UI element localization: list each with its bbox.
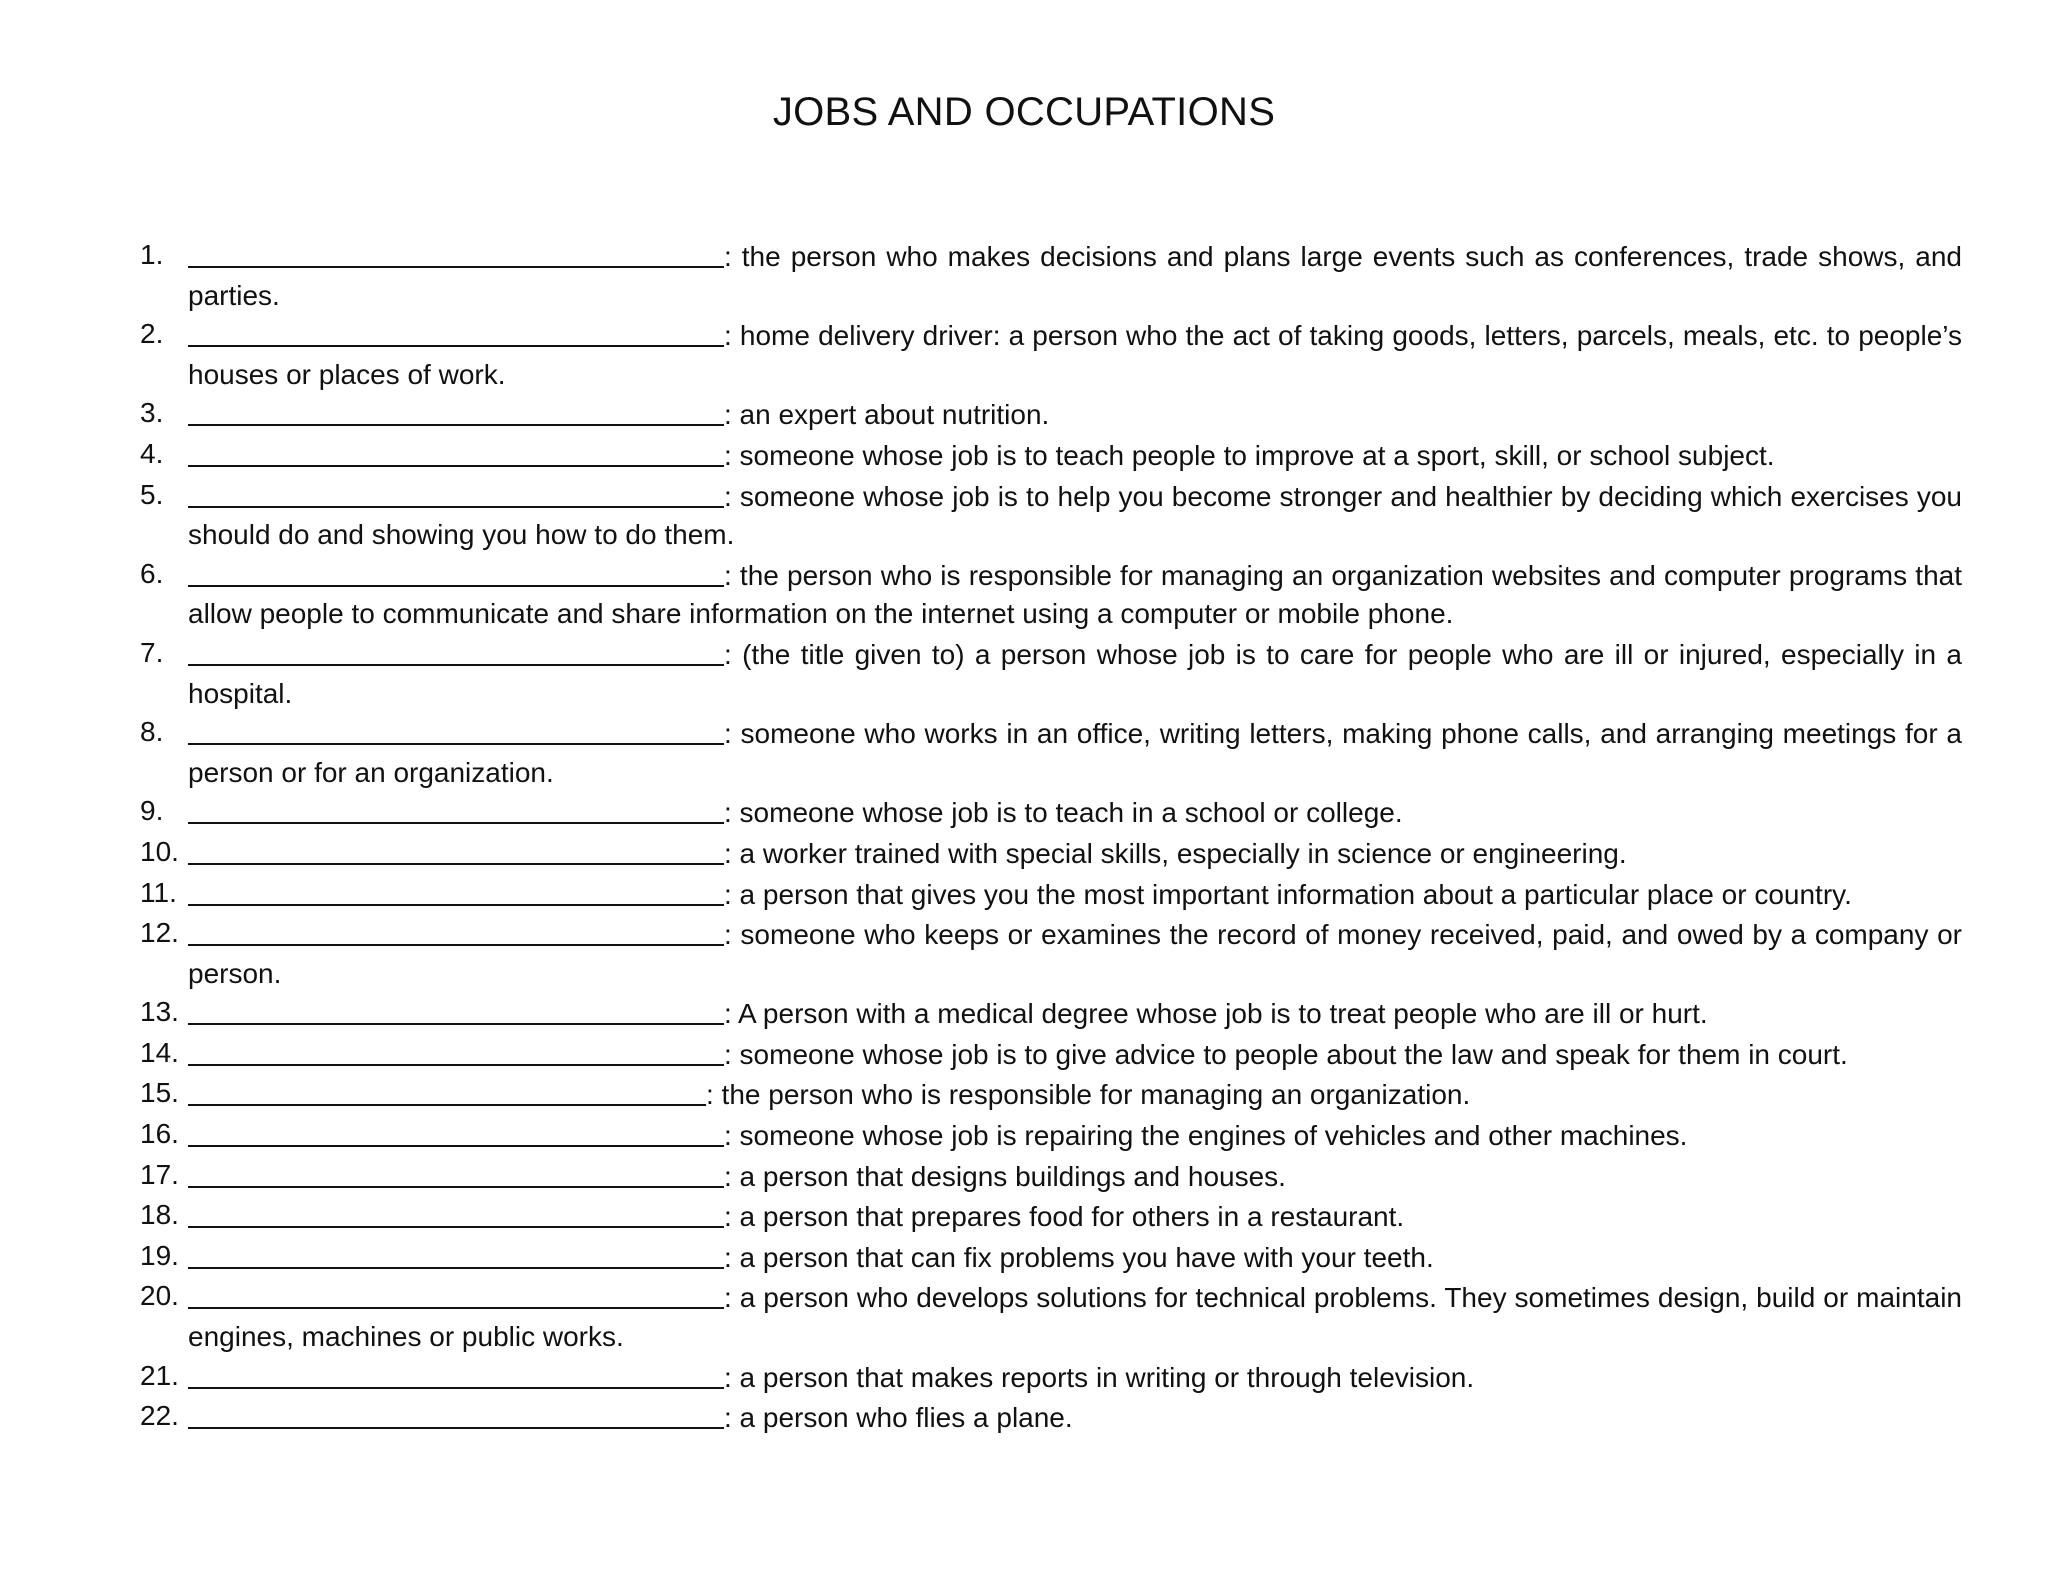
item-definition: : an expert about nutrition. xyxy=(724,399,1050,431)
item-number: 17. xyxy=(140,1158,179,1190)
item-definition: : a worker trained with special skills, especially in science or engineering. xyxy=(724,837,1627,869)
list-item xyxy=(140,1034,1962,1075)
item-definition: : a person that prepares food for others in a restaurant. xyxy=(724,1201,1405,1233)
item-number: 2. xyxy=(140,318,164,350)
answer-blank[interactable] xyxy=(188,1036,724,1066)
answer-blank[interactable] xyxy=(188,478,724,508)
item-number: 10. xyxy=(140,835,179,867)
item-definition: : (the title given to) a person whose job is to care for people who are ill or injured, especially in a hospital. xyxy=(188,638,1962,709)
item-number: 19. xyxy=(140,1239,179,1271)
item-number: 3. xyxy=(140,397,164,429)
item-number: 8. xyxy=(140,716,164,748)
answer-blank[interactable] xyxy=(188,1239,724,1269)
item-number: 21. xyxy=(140,1359,179,1391)
item-definition: : a person that makes reports in writing or through television. xyxy=(724,1361,1475,1393)
answer-blank[interactable] xyxy=(188,636,724,666)
answer-blank[interactable] xyxy=(188,1158,724,1188)
item-number: 13. xyxy=(140,996,179,1028)
item-definition: : home delivery driver: a person who the act of taking goods, letters, parcels, meals, etc. to people’s houses or places of work. xyxy=(188,320,1962,390)
item-number: 11. xyxy=(140,876,177,908)
item-definition: : someone whose job is to give advice to people about the law and speak for them in court. xyxy=(724,1038,1848,1070)
answer-blank[interactable] xyxy=(188,396,724,426)
list-item xyxy=(140,1156,1962,1197)
item-definition: : someone who keeps or examines the record of money received, paid, and owed by a company or person. xyxy=(188,919,1962,989)
item-definition: : someone who works in an office, writing letters, making phone calls, and arranging meetings for a person or for an organization. xyxy=(188,718,1962,788)
item-definition: : a person who develops solutions for technical problems. They sometimes design, build or maintain engines, machines or public works. xyxy=(188,1282,1962,1353)
item-number: 15. xyxy=(140,1077,179,1109)
page-title: JOBS AND OCCUPATIONS xyxy=(772,90,1276,134)
list-item xyxy=(140,1397,1962,1438)
answer-blank[interactable] xyxy=(188,557,724,587)
item-number: 20. xyxy=(140,1280,179,1312)
item-number: 9. xyxy=(140,795,164,827)
item-definition: : a person that designs buildings and houses. xyxy=(724,1160,1286,1192)
answer-blank[interactable] xyxy=(188,995,724,1025)
list-item xyxy=(140,1115,1962,1156)
item-number: 5. xyxy=(140,478,164,510)
answer-blank[interactable] xyxy=(188,1076,706,1106)
answer-blank[interactable] xyxy=(188,916,724,946)
item-definition: : someone whose job is to teach people to improve at a sport, skill, or school subject. xyxy=(724,439,1775,471)
answer-blank[interactable] xyxy=(188,1117,724,1147)
list-item xyxy=(140,1357,1962,1398)
list-item xyxy=(140,435,1962,476)
answer-blank[interactable] xyxy=(188,1279,724,1309)
item-number: 22. xyxy=(140,1400,179,1432)
item-definition: : the person who is responsible for managing an organization. xyxy=(706,1079,1471,1111)
item-number: 16. xyxy=(140,1118,179,1150)
item-definition: : the person who makes decisions and plans large events such as conferences, trade shows, and parties. xyxy=(188,241,1962,311)
answer-blank[interactable] xyxy=(188,794,724,824)
answer-blank[interactable] xyxy=(188,1399,724,1429)
item-number: 1. xyxy=(140,239,164,270)
answer-blank[interactable] xyxy=(188,317,724,347)
list-item xyxy=(140,476,1962,555)
item-definition: : someone whose job is repairing the engines of vehicles and other machines. xyxy=(724,1120,1688,1152)
item-definition: : a person that can fix problems you have with your teeth. xyxy=(724,1241,1434,1273)
item-number: 18. xyxy=(140,1199,179,1231)
list-item xyxy=(140,236,1962,315)
item-number: 6. xyxy=(140,557,164,589)
item-number: 12. xyxy=(140,917,179,949)
list-item xyxy=(140,914,1962,993)
list-item xyxy=(140,1074,1962,1115)
list-item xyxy=(140,394,1962,435)
item-definition: : A person with a medical degree whose job is to treat people who are ill or hurt. xyxy=(724,998,1708,1030)
answer-blank[interactable] xyxy=(188,1359,724,1389)
answer-blank[interactable] xyxy=(188,1198,724,1228)
item-definition: : someone whose job is to help you become stronger and healthier by deciding which exercises you should do and showing you how to do them. xyxy=(188,480,1962,551)
list-item xyxy=(140,1196,1962,1237)
list-item xyxy=(140,1237,1962,1278)
item-number: 14. xyxy=(140,1036,179,1068)
item-definition: : a person who flies a plane. xyxy=(724,1402,1073,1434)
item-definition: : a person that gives you the most important information about a particular place or country. xyxy=(724,878,1852,910)
item-number: 4. xyxy=(140,437,164,469)
item-definition: : someone whose job is to teach in a school or college. xyxy=(724,797,1403,829)
answer-blank[interactable] xyxy=(188,876,724,906)
answer-blank[interactable] xyxy=(188,715,724,745)
list-item xyxy=(140,634,1962,713)
answer-blank[interactable] xyxy=(188,238,724,268)
answer-blank[interactable] xyxy=(188,437,724,467)
list-item xyxy=(140,833,1962,874)
list-item xyxy=(140,315,1962,394)
list-item xyxy=(140,993,1962,1034)
list-item xyxy=(140,792,1962,833)
list-item xyxy=(140,874,1962,915)
list-item xyxy=(140,555,1962,634)
list-item xyxy=(140,713,1962,792)
item-definition: : the person who is responsible for managing an organization websites and computer programs that allow people to communicate and share information on the internet using a computer or mobile phone. xyxy=(188,559,1962,630)
list-item xyxy=(140,1277,1962,1356)
item-number: 7. xyxy=(140,636,164,668)
answer-blank[interactable] xyxy=(188,835,724,865)
definition-list xyxy=(140,236,1962,1438)
